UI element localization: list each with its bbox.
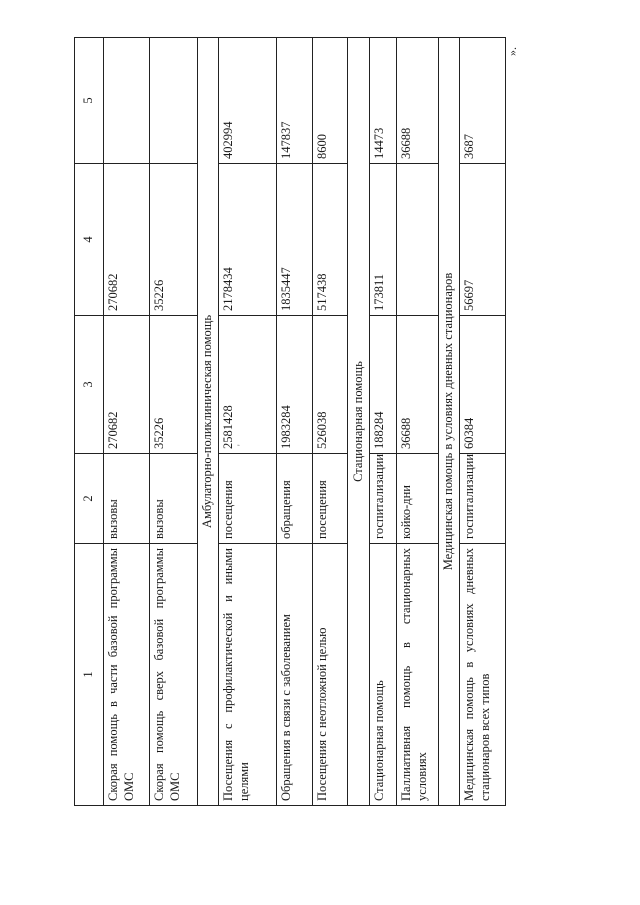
row-unit: посещения — [219, 454, 277, 544]
row-col-4: 270682 — [104, 164, 150, 316]
row-col-5: 8600 — [312, 38, 348, 164]
row-name: Медицинская помощь в условиях дневных стационаров всех типов — [460, 544, 506, 806]
row-unit: вызовы — [104, 454, 150, 544]
row-col-4 — [397, 164, 439, 316]
row-name: Обращения в связи с заболеванием — [277, 544, 313, 806]
row-col-5: 36688 — [397, 38, 439, 164]
row-name: Стационарная помощь — [369, 544, 396, 806]
row-name: Посещения с профилактической и иными целями — [219, 544, 277, 806]
row-name: Скорая помощь в части базовой программы ОМС — [104, 544, 150, 806]
row-col-4: 35226 — [150, 164, 198, 316]
row-name: Паллиативная помощь в стационарных условиях — [397, 544, 439, 806]
row-col-3: 526038 — [312, 316, 348, 454]
row-unit: обращения — [277, 454, 313, 544]
row-col-5: 3687 — [460, 38, 506, 164]
row-name: Посещения с неотложной целью — [312, 544, 348, 806]
row-col-4: 2178434 — [219, 164, 277, 316]
section-row — [348, 38, 369, 806]
table-row — [150, 38, 198, 806]
header-col-2: 2 — [75, 454, 104, 544]
table-row — [460, 38, 506, 806]
table-row — [277, 38, 313, 806]
table-row — [104, 38, 150, 806]
table-row — [219, 38, 277, 806]
table-row — [312, 38, 348, 806]
stray-mark: ' — [236, 444, 246, 446]
closing-quote-mark: ». — [505, 47, 519, 56]
row-name: Скорая помощь сверх базовой программы ОМС — [150, 544, 198, 806]
header-row — [75, 38, 104, 806]
section-row — [197, 38, 218, 806]
row-col-5 — [104, 38, 150, 164]
table-row — [369, 38, 396, 806]
header-col-3: 3 — [75, 316, 104, 454]
row-unit: госпитализации — [369, 454, 396, 544]
row-col-3: 1983284 — [277, 316, 313, 454]
row-col-3: 2581428 — [219, 316, 277, 454]
row-col-5 — [150, 38, 198, 164]
row-unit: койко-дни — [397, 454, 439, 544]
row-col-5: 14473 — [369, 38, 396, 164]
row-unit: госпитализации — [460, 454, 506, 544]
row-col-3: 60384 — [460, 316, 506, 454]
row-col-3: 188284 — [369, 316, 396, 454]
row-col-3: 35226 — [150, 316, 198, 454]
row-col-5: 402994 — [219, 38, 277, 164]
header-col-1: 1 — [75, 544, 104, 806]
row-unit: посещения — [312, 454, 348, 544]
rotated-page-content — [74, 38, 506, 806]
row-col-3: 36688 — [397, 316, 439, 454]
row-col-4: 1835447 — [277, 164, 313, 316]
header-col-5: 5 — [75, 38, 104, 164]
header-col-4: 4 — [75, 164, 104, 316]
row-col-5: 147837 — [277, 38, 313, 164]
row-unit: вызовы — [150, 454, 198, 544]
section-heading-ambulatory: Амбулаторно-поликлиническая помощь — [197, 38, 218, 806]
row-col-4: 173811 — [369, 164, 396, 316]
data-table — [74, 37, 506, 806]
section-heading-dayhospital: Медицинская помощь в условиях дневных стационаров — [438, 38, 459, 806]
row-col-4: 517438 — [312, 164, 348, 316]
table-row — [397, 38, 439, 806]
section-heading-inpatient: Стационарная помощь — [348, 38, 369, 806]
section-row — [438, 38, 459, 806]
row-col-4: 56697 — [460, 164, 506, 316]
row-col-3: 270682 — [104, 316, 150, 454]
